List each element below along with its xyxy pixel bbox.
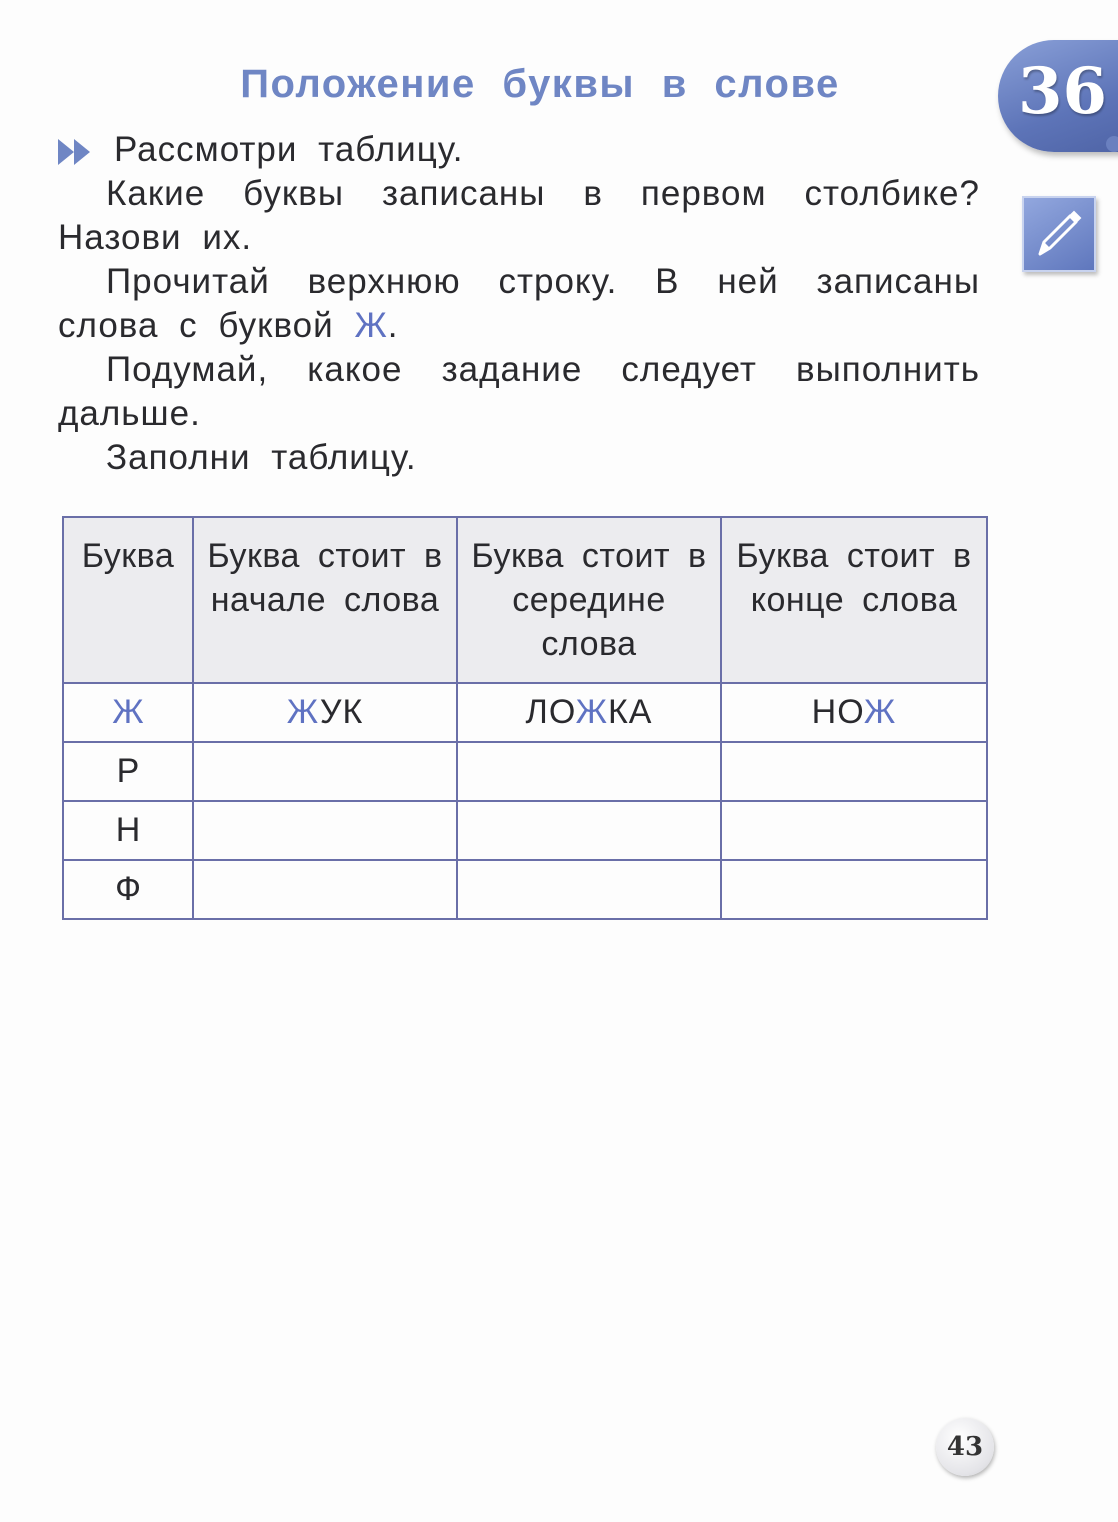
table-row xyxy=(63,742,987,801)
table-row xyxy=(63,801,987,860)
badge-notch xyxy=(1106,136,1118,152)
answer-cell-end[interactable] xyxy=(721,860,987,919)
answer-cell-start[interactable] xyxy=(193,801,457,860)
lesson-number: 36 xyxy=(1018,54,1108,129)
page-number: 43 xyxy=(936,1418,994,1476)
table-row xyxy=(63,860,987,919)
example-middle-word: ЛОЖКА xyxy=(457,683,721,742)
example-start-word: ЖУК xyxy=(193,683,457,742)
row-letter: Ж xyxy=(63,683,193,742)
pencil-icon xyxy=(1022,196,1096,272)
instruction-1 xyxy=(58,128,980,172)
answer-cell-end[interactable] xyxy=(721,742,987,801)
answer-cell-start[interactable] xyxy=(193,860,457,919)
highlight-letter: Ж xyxy=(354,306,388,345)
instruction-4: Подумай, какое задание следует выполнить дальше. xyxy=(58,350,980,433)
answer-cell-middle[interactable] xyxy=(457,801,721,860)
instruction-text: Прочитай верхнюю строку. В ней записаны слова с буквой xyxy=(58,262,980,345)
header-middle: Буква стоит в середине слова xyxy=(457,517,721,683)
instruction-5: Заполни таблицу. xyxy=(106,438,417,477)
row-letter: Ф xyxy=(63,860,193,919)
instructions xyxy=(58,128,980,480)
page-title: Положение буквы в слове xyxy=(240,62,840,106)
letter-position-table xyxy=(62,516,988,920)
row-letter: Р xyxy=(63,742,193,801)
double-arrow-icon xyxy=(58,139,98,165)
instruction-2: Какие буквы записаны в первом столбике? Назови их. xyxy=(58,174,980,257)
instruction-text: Рассмотри таблицу. xyxy=(114,130,464,169)
table-header-row xyxy=(63,517,987,683)
instruction-3: Прочитай верхнюю строку. В ней записаны слова с буквой Ж. xyxy=(58,262,980,345)
answer-cell-middle[interactable] xyxy=(457,742,721,801)
answer-cell-middle[interactable] xyxy=(457,860,721,919)
header-end: Буква стоит в конце слова xyxy=(721,517,987,683)
lesson-number-badge xyxy=(998,40,1118,152)
example-end-word: НОЖ xyxy=(721,683,987,742)
answer-cell-end[interactable] xyxy=(721,801,987,860)
row-letter: Н xyxy=(63,801,193,860)
answer-cell-start[interactable] xyxy=(193,742,457,801)
table-row xyxy=(63,683,987,742)
header-letter: Буква xyxy=(63,517,193,683)
header-start: Буква стоит в начале слова xyxy=(193,517,457,683)
